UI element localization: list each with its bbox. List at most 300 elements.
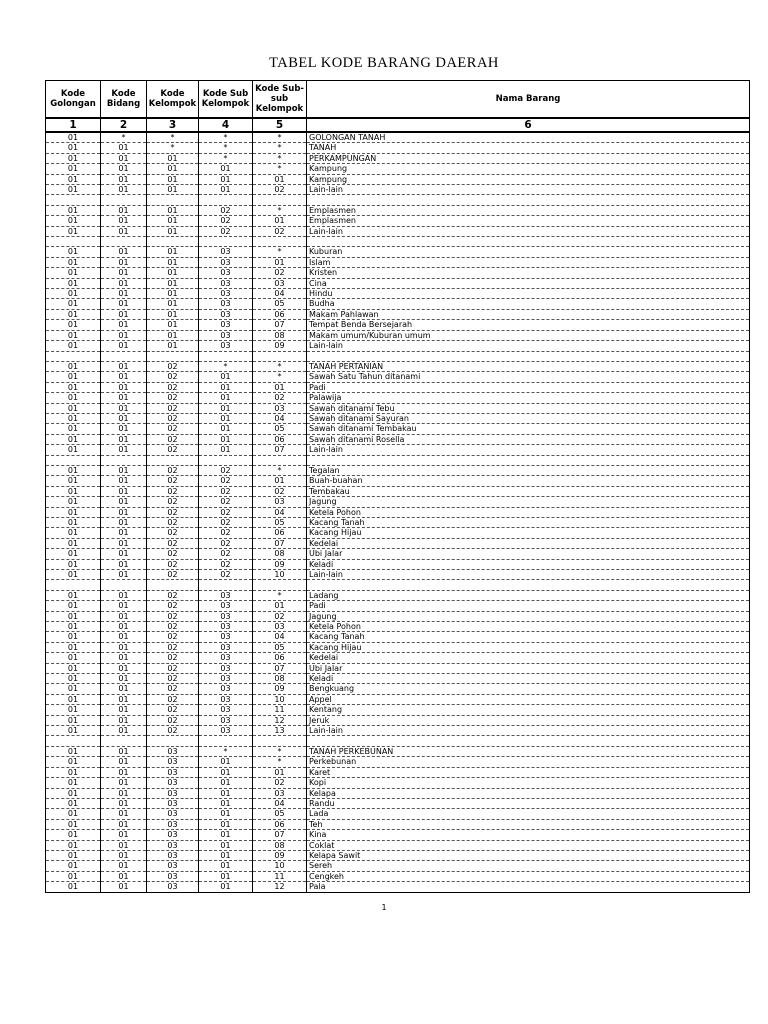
table-row <box>46 632 750 642</box>
kode-bidang-cell: 01 <box>101 372 147 382</box>
kode-sub-sub-kelompok-cell: 06 <box>253 434 307 444</box>
kode-bidang-cell: 01 <box>101 861 147 871</box>
kode-sub-sub-kelompok-cell: 03 <box>253 622 307 632</box>
kode-golongan-cell <box>46 237 101 247</box>
table-row <box>46 226 750 236</box>
table-row <box>46 601 750 611</box>
kode-bidang-cell <box>101 237 147 247</box>
kode-sub-kelompok-cell: 01 <box>199 403 253 413</box>
kode-sub-sub-kelompok-cell: 08 <box>253 549 307 559</box>
kode-sub-kelompok-cell: * <box>199 132 253 143</box>
nama-barang-cell: Padi <box>307 601 750 611</box>
kode-sub-sub-kelompok-cell: 01 <box>253 382 307 392</box>
kode-sub-kelompok-cell: 01 <box>199 809 253 819</box>
kode-sub-kelompok-cell: 03 <box>199 590 253 600</box>
kode-kelompok-cell: 02 <box>147 393 199 403</box>
kode-sub-sub-kelompok-cell: 03 <box>253 278 307 288</box>
kode-golongan-cell: 01 <box>46 653 101 663</box>
table-row <box>46 642 750 652</box>
kode-golongan-cell: 01 <box>46 767 101 777</box>
kode-sub-sub-kelompok-cell: 02 <box>253 486 307 496</box>
kode-sub-kelompok-cell: 03 <box>199 674 253 684</box>
kode-bidang-cell: 01 <box>101 309 147 319</box>
kode-sub-kelompok-cell <box>199 237 253 247</box>
kode-sub-kelompok-cell: * <box>199 143 253 153</box>
kode-sub-sub-kelompok-cell: * <box>253 132 307 143</box>
nama-barang-cell: Sawah ditanami Tembakau <box>307 424 750 434</box>
kode-kelompok-cell: 02 <box>147 674 199 684</box>
kode-kelompok-cell: 01 <box>147 205 199 215</box>
kode-sub-sub-kelompok-cell: 02 <box>253 778 307 788</box>
kode-golongan-cell: 01 <box>46 788 101 798</box>
kode-sub-kelompok-cell <box>199 351 253 361</box>
kode-sub-sub-kelompok-cell: 04 <box>253 507 307 517</box>
table-row <box>46 486 750 496</box>
kode-kelompok-cell <box>147 237 199 247</box>
kode-sub-kelompok-cell: 02 <box>199 559 253 569</box>
kode-sub-sub-kelompok-cell: * <box>253 247 307 257</box>
kode-golongan-cell: 01 <box>46 476 101 486</box>
table-row <box>46 278 750 288</box>
column-number: 3 <box>147 118 199 132</box>
nama-barang-cell: Ladang <box>307 590 750 600</box>
table-row <box>46 590 750 600</box>
kode-kelompok-cell: 01 <box>147 309 199 319</box>
kode-kelompok-cell: 02 <box>147 486 199 496</box>
kode-kelompok-cell: 03 <box>147 871 199 881</box>
kode-sub-kelompok-cell: 01 <box>199 840 253 850</box>
kode-kelompok-cell: 03 <box>147 767 199 777</box>
kode-sub-sub-kelompok-cell: 06 <box>253 528 307 538</box>
kode-sub-sub-kelompok-cell: 03 <box>253 497 307 507</box>
kode-golongan-cell: 01 <box>46 205 101 215</box>
table-row <box>46 819 750 829</box>
table-row <box>46 882 750 892</box>
nama-barang-cell: Kedelai <box>307 538 750 548</box>
kode-sub-sub-kelompok-cell: 02 <box>253 611 307 621</box>
kode-kelompok-cell <box>147 580 199 590</box>
table-row <box>46 788 750 798</box>
kode-kelompok-cell: 03 <box>147 861 199 871</box>
kode-sub-sub-kelompok-cell: 11 <box>253 705 307 715</box>
kode-kelompok-cell: 01 <box>147 174 199 184</box>
nama-barang-cell: Ubi Jalar <box>307 663 750 673</box>
kode-sub-kelompok-cell: 01 <box>199 174 253 184</box>
kode-kelompok-cell: 02 <box>147 497 199 507</box>
nama-barang-cell: Ubi Jalar <box>307 549 750 559</box>
kode-bidang-cell: 01 <box>101 247 147 257</box>
kode-bidang-cell: 01 <box>101 486 147 496</box>
kode-bidang-cell: 01 <box>101 746 147 756</box>
kode-sub-sub-kelompok-cell: 01 <box>253 767 307 777</box>
kode-bidang-cell: 01 <box>101 226 147 236</box>
table-row <box>46 434 750 444</box>
table-row <box>46 663 750 673</box>
nama-barang-cell: Kentang <box>307 705 750 715</box>
kode-golongan-cell: 01 <box>46 684 101 694</box>
kode-kelompok-cell: 01 <box>147 289 199 299</box>
kode-golongan-cell: 01 <box>46 486 101 496</box>
kode-sub-sub-kelompok-cell: * <box>253 164 307 174</box>
kode-sub-sub-kelompok-cell: 07 <box>253 445 307 455</box>
table-row <box>46 237 750 247</box>
kode-sub-sub-kelompok-cell: * <box>253 205 307 215</box>
kode-sub-kelompok-cell: 03 <box>199 341 253 351</box>
kode-sub-kelompok-cell: 02 <box>199 465 253 475</box>
kode-bidang-cell: 01 <box>101 507 147 517</box>
kode-kelompok-cell: 02 <box>147 549 199 559</box>
kode-sub-kelompok-cell: 02 <box>199 538 253 548</box>
kode-bidang-cell: 01 <box>101 268 147 278</box>
table-row <box>46 746 750 756</box>
kode-kelompok-cell: 01 <box>147 226 199 236</box>
table-row <box>46 694 750 704</box>
nama-barang-cell: Sawah ditanami Rosella <box>307 434 750 444</box>
table-row <box>46 257 750 267</box>
table-row <box>46 850 750 860</box>
kode-bidang-cell: 01 <box>101 205 147 215</box>
kode-sub-kelompok-cell: 02 <box>199 226 253 236</box>
kode-golongan-cell: 01 <box>46 434 101 444</box>
kode-kelompok-cell: 02 <box>147 632 199 642</box>
kode-sub-sub-kelompok-cell <box>253 736 307 746</box>
nama-barang-cell: Lain-lain <box>307 445 750 455</box>
nama-barang-cell: Ketela Pohon <box>307 622 750 632</box>
kode-bidang-cell: 01 <box>101 153 147 163</box>
kode-sub-kelompok-cell: 03 <box>199 694 253 704</box>
table-row <box>46 580 750 590</box>
kode-bidang-cell: 01 <box>101 850 147 860</box>
kode-golongan-cell: 01 <box>46 465 101 475</box>
nama-barang-cell: Bengkuang <box>307 684 750 694</box>
kode-sub-sub-kelompok-cell: * <box>253 746 307 756</box>
kode-golongan-cell: 01 <box>46 861 101 871</box>
table-row <box>46 205 750 215</box>
header-kode-sub-kelompok: Kode Sub Kelompok <box>199 81 253 119</box>
kode-sub-kelompok-cell: 03 <box>199 601 253 611</box>
kode-sub-sub-kelompok-cell: 01 <box>253 257 307 267</box>
header-kode-bidang: Kode Bidang <box>101 81 147 119</box>
kode-kelompok-cell: 01 <box>147 164 199 174</box>
kode-sub-sub-kelompok-cell: 04 <box>253 798 307 808</box>
nama-barang-cell: Ketela Pohon <box>307 507 750 517</box>
kode-sub-kelompok-cell: 01 <box>199 164 253 174</box>
kode-golongan-cell: 01 <box>46 309 101 319</box>
kode-kelompok-cell: 02 <box>147 507 199 517</box>
kode-sub-kelompok-cell: 02 <box>199 476 253 486</box>
kode-kelompok-cell: 02 <box>147 601 199 611</box>
kode-bidang-cell: 01 <box>101 517 147 527</box>
kode-sub-sub-kelompok-cell <box>253 455 307 465</box>
kode-golongan-cell: 01 <box>46 424 101 434</box>
kode-bidang-cell: 01 <box>101 726 147 736</box>
table-row <box>46 778 750 788</box>
table-row <box>46 403 750 413</box>
header-nama-barang: Nama Barang <box>307 81 750 119</box>
nama-barang-cell: Kristen <box>307 268 750 278</box>
table-row <box>46 653 750 663</box>
kode-bidang-cell: 01 <box>101 164 147 174</box>
kode-sub-sub-kelompok-cell: 11 <box>253 871 307 881</box>
kode-sub-kelompok-cell: 01 <box>199 185 253 195</box>
table-row <box>46 611 750 621</box>
kode-sub-kelompok-cell: 03 <box>199 663 253 673</box>
kode-sub-kelompok-cell: 01 <box>199 830 253 840</box>
kode-golongan-cell: 01 <box>46 445 101 455</box>
kode-sub-sub-kelompok-cell: 08 <box>253 674 307 684</box>
kode-sub-kelompok-cell: 01 <box>199 871 253 881</box>
kode-golongan-cell: 01 <box>46 538 101 548</box>
kode-sub-sub-kelompok-cell: 06 <box>253 309 307 319</box>
kode-bidang-cell: 01 <box>101 819 147 829</box>
kode-bidang-cell: 01 <box>101 830 147 840</box>
nama-barang-cell: Karet <box>307 767 750 777</box>
kode-golongan-cell: 01 <box>46 132 101 143</box>
nama-barang-cell: Lain-lain <box>307 185 750 195</box>
kode-sub-sub-kelompok-cell <box>253 580 307 590</box>
table-row <box>46 674 750 684</box>
kode-kelompok-cell: 03 <box>147 840 199 850</box>
kode-kelompok-cell: 01 <box>147 268 199 278</box>
kode-sub-sub-kelompok-cell: * <box>253 590 307 600</box>
kode-golongan-cell: 01 <box>46 153 101 163</box>
kode-sub-kelompok-cell: 03 <box>199 278 253 288</box>
kode-golongan-cell: 01 <box>46 850 101 860</box>
kode-bidang-cell: 01 <box>101 840 147 850</box>
kode-bidang-cell: 01 <box>101 611 147 621</box>
kode-golongan-cell <box>46 580 101 590</box>
kode-sub-sub-kelompok-cell: 09 <box>253 559 307 569</box>
kode-kelompok-cell: 02 <box>147 611 199 621</box>
nama-barang-cell: Keladi <box>307 674 750 684</box>
kode-bidang-cell: 01 <box>101 549 147 559</box>
nama-barang-cell: Kedelai <box>307 653 750 663</box>
kode-bidang-cell: 01 <box>101 622 147 632</box>
kode-golongan-cell: 01 <box>46 798 101 808</box>
kode-bidang-cell: 01 <box>101 434 147 444</box>
kode-kelompok-cell: 02 <box>147 622 199 632</box>
kode-sub-sub-kelompok-cell: 07 <box>253 663 307 673</box>
kode-kelompok-cell: * <box>147 132 199 143</box>
kode-golongan-cell: 01 <box>46 174 101 184</box>
kode-golongan-cell: 01 <box>46 601 101 611</box>
kode-golongan-cell: 01 <box>46 226 101 236</box>
kode-golongan-cell <box>46 195 101 205</box>
kode-sub-sub-kelompok-cell: 01 <box>253 216 307 226</box>
kode-bidang-cell: 01 <box>101 403 147 413</box>
kode-sub-sub-kelompok-cell: 05 <box>253 424 307 434</box>
kode-sub-kelompok-cell: 01 <box>199 445 253 455</box>
kode-sub-kelompok-cell: 01 <box>199 434 253 444</box>
kode-bidang-cell: 01 <box>101 185 147 195</box>
table-row <box>46 507 750 517</box>
kode-bidang-cell: 01 <box>101 715 147 725</box>
kode-kelompok-cell: 01 <box>147 257 199 267</box>
table-row <box>46 330 750 340</box>
nama-barang-cell: Lada <box>307 809 750 819</box>
kode-kelompok-cell: * <box>147 143 199 153</box>
kode-sub-kelompok-cell: 01 <box>199 882 253 892</box>
kode-golongan-cell: 01 <box>46 143 101 153</box>
kode-kelompok-cell: 02 <box>147 361 199 371</box>
table-row <box>46 861 750 871</box>
kode-sub-sub-kelompok-cell: 02 <box>253 185 307 195</box>
kode-kelompok-cell: 03 <box>147 809 199 819</box>
kode-sub-sub-kelompok-cell: * <box>253 372 307 382</box>
kode-sub-sub-kelompok-cell <box>253 351 307 361</box>
kode-sub-kelompok-cell: 03 <box>199 684 253 694</box>
kode-bidang-cell: 01 <box>101 798 147 808</box>
kode-sub-kelompok-cell: 03 <box>199 642 253 652</box>
kode-bidang-cell <box>101 351 147 361</box>
nama-barang-cell: Keladi <box>307 559 750 569</box>
column-number-row <box>46 118 750 132</box>
kode-sub-kelompok-cell: 02 <box>199 507 253 517</box>
nama-barang-cell: Kopi <box>307 778 750 788</box>
nama-barang-cell: Makam umum/Kuburan umum <box>307 330 750 340</box>
kode-kelompok-cell: 02 <box>147 517 199 527</box>
kode-bidang-cell: 01 <box>101 871 147 881</box>
table-row <box>46 684 750 694</box>
kode-bidang-cell: 01 <box>101 216 147 226</box>
kode-sub-sub-kelompok-cell: 02 <box>253 268 307 278</box>
kode-sub-sub-kelompok-cell: 03 <box>253 788 307 798</box>
kode-golongan-cell: 01 <box>46 517 101 527</box>
kode-kelompok-cell: 03 <box>147 746 199 756</box>
kode-sub-kelompok-cell: 03 <box>199 289 253 299</box>
kode-sub-sub-kelompok-cell: 02 <box>253 226 307 236</box>
nama-barang-cell: Kuburan <box>307 247 750 257</box>
column-number: 1 <box>46 118 101 132</box>
kode-golongan-cell <box>46 736 101 746</box>
kode-kelompok-cell: 02 <box>147 382 199 392</box>
kode-sub-sub-kelompok-cell: * <box>253 757 307 767</box>
kode-kelompok-cell: 02 <box>147 684 199 694</box>
kode-sub-kelompok-cell: 03 <box>199 299 253 309</box>
kode-sub-kelompok-cell: 01 <box>199 413 253 423</box>
kode-sub-kelompok-cell: 03 <box>199 726 253 736</box>
kode-golongan-cell: 01 <box>46 694 101 704</box>
kode-golongan-cell: 01 <box>46 320 101 330</box>
nama-barang-cell: Padi <box>307 382 750 392</box>
kode-golongan-cell: 01 <box>46 185 101 195</box>
kode-kelompok-cell: 02 <box>147 653 199 663</box>
nama-barang-cell: Kampung <box>307 174 750 184</box>
kode-sub-sub-kelompok-cell: 09 <box>253 684 307 694</box>
kode-kelompok-cell: 02 <box>147 705 199 715</box>
kode-sub-kelompok-cell <box>199 736 253 746</box>
table-row <box>46 351 750 361</box>
nama-barang-cell: Budha <box>307 299 750 309</box>
nama-barang-cell: PERKAMPUNGAN <box>307 153 750 163</box>
kode-kelompok-cell: 01 <box>147 320 199 330</box>
table-row <box>46 840 750 850</box>
kode-kelompok-cell: 02 <box>147 424 199 434</box>
kode-sub-sub-kelompok-cell: 05 <box>253 809 307 819</box>
table-body <box>46 132 750 892</box>
kode-kelompok-cell: 02 <box>147 538 199 548</box>
kode-kelompok-cell: 02 <box>147 715 199 725</box>
table-header-row <box>46 81 750 119</box>
nama-barang-cell <box>307 351 750 361</box>
kode-golongan-cell: 01 <box>46 830 101 840</box>
kode-kelompok-cell: 01 <box>147 153 199 163</box>
nama-barang-cell: Cengkeh <box>307 871 750 881</box>
kode-sub-sub-kelompok-cell: 07 <box>253 830 307 840</box>
table-row <box>46 361 750 371</box>
table-row <box>46 798 750 808</box>
nama-barang-cell: Teh <box>307 819 750 829</box>
nama-barang-cell: Tembakau <box>307 486 750 496</box>
kode-sub-kelompok-cell: 02 <box>199 216 253 226</box>
kode-bidang-cell: 01 <box>101 632 147 642</box>
kode-sub-sub-kelompok-cell: 03 <box>253 403 307 413</box>
table-row <box>46 382 750 392</box>
kode-sub-sub-kelompok-cell: * <box>253 465 307 475</box>
kode-sub-kelompok-cell: 01 <box>199 778 253 788</box>
kode-kelompok-cell <box>147 736 199 746</box>
nama-barang-cell <box>307 195 750 205</box>
nama-barang-cell: Lain-lain <box>307 570 750 580</box>
kode-golongan-cell: 01 <box>46 715 101 725</box>
kode-bidang-cell <box>101 736 147 746</box>
kode-sub-kelompok-cell: 02 <box>199 570 253 580</box>
kode-bidang-cell: 01 <box>101 684 147 694</box>
table-row <box>46 538 750 548</box>
nama-barang-cell: Kacang Tanah <box>307 517 750 527</box>
kode-sub-kelompok-cell <box>199 195 253 205</box>
kode-golongan-cell: 01 <box>46 882 101 892</box>
table-row <box>46 164 750 174</box>
kode-kelompok-cell: 03 <box>147 882 199 892</box>
table-row <box>46 830 750 840</box>
nama-barang-cell: Palawija <box>307 393 750 403</box>
kode-golongan-cell: 01 <box>46 559 101 569</box>
kode-sub-kelompok-cell: 02 <box>199 205 253 215</box>
kode-sub-kelompok-cell: 03 <box>199 611 253 621</box>
nama-barang-cell: Sawah ditanami Sayuran <box>307 413 750 423</box>
kode-sub-kelompok-cell: 03 <box>199 330 253 340</box>
kode-bidang-cell: 01 <box>101 330 147 340</box>
nama-barang-cell: GOLONGAN TANAH <box>307 132 750 143</box>
kode-sub-kelompok-cell: 03 <box>199 268 253 278</box>
kode-kelompok-cell: 03 <box>147 778 199 788</box>
kode-golongan-cell: 01 <box>46 611 101 621</box>
kode-bidang-cell: 01 <box>101 341 147 351</box>
kode-golongan-cell: 01 <box>46 632 101 642</box>
table-row <box>46 809 750 819</box>
kode-golongan-cell: 01 <box>46 341 101 351</box>
kode-bidang-cell: 01 <box>101 497 147 507</box>
kode-bidang-cell: 01 <box>101 424 147 434</box>
kode-bidang-cell: 01 <box>101 642 147 652</box>
table-row <box>46 455 750 465</box>
kode-bidang-cell: 01 <box>101 393 147 403</box>
kode-golongan-cell: 01 <box>46 757 101 767</box>
kode-sub-sub-kelompok-cell: 04 <box>253 289 307 299</box>
nama-barang-cell: Kacang Tanah <box>307 632 750 642</box>
column-number: 4 <box>199 118 253 132</box>
nama-barang-cell: Randu <box>307 798 750 808</box>
kode-bidang-cell: 01 <box>101 653 147 663</box>
kode-kelompok-cell: 02 <box>147 726 199 736</box>
kode-sub-kelompok-cell <box>199 455 253 465</box>
kode-sub-kelompok-cell: 01 <box>199 382 253 392</box>
kode-sub-sub-kelompok-cell: 07 <box>253 538 307 548</box>
kode-kelompok-cell: 01 <box>147 299 199 309</box>
table-row <box>46 174 750 184</box>
kode-golongan-cell: 01 <box>46 507 101 517</box>
